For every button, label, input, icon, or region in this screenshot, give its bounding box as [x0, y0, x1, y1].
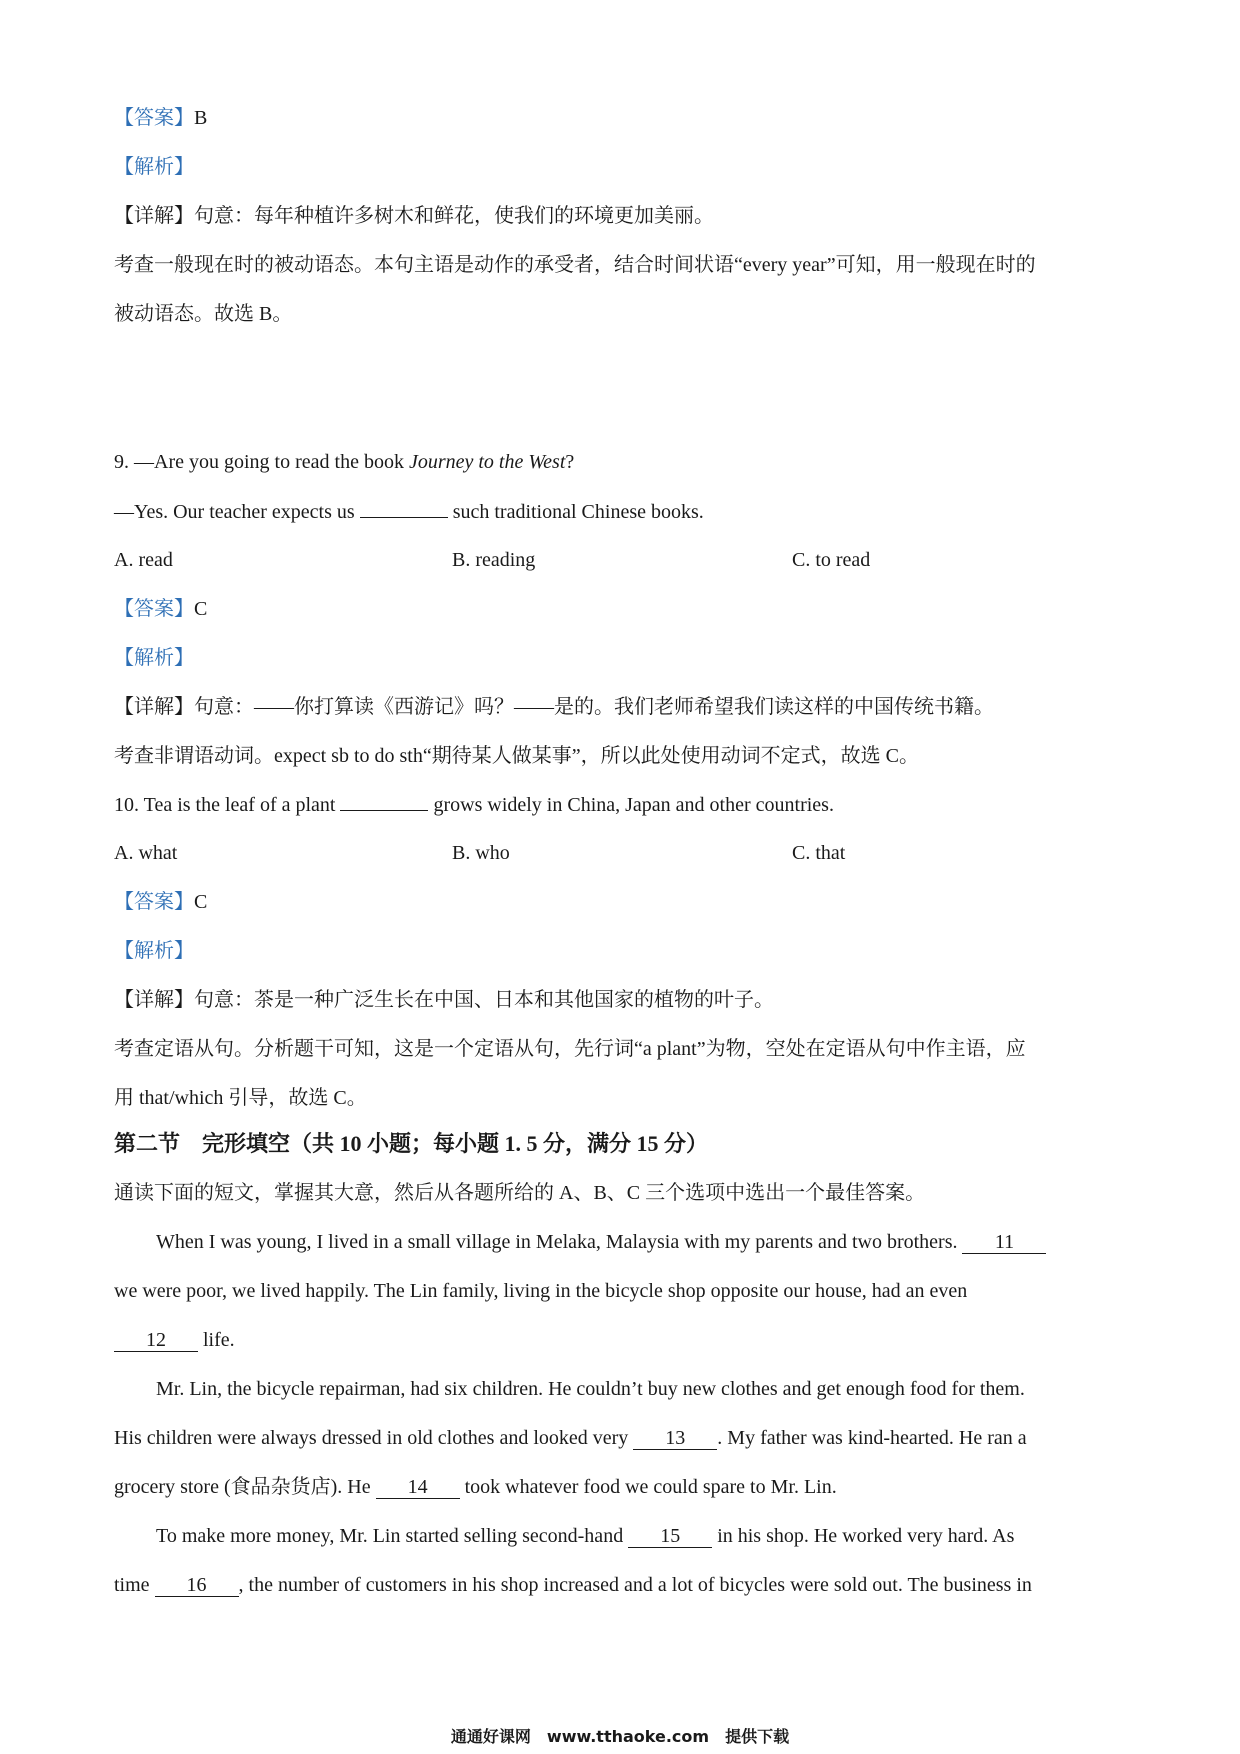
passage-text: . My father was kind-hearted. He ran a: [717, 1427, 1027, 1449]
passage-text: time: [114, 1574, 155, 1596]
q9-line2-suffix: such traditional Chinese books.: [447, 501, 704, 523]
q8-detail: 句意：每年种植许多树木和鲜花，使我们的环境更加美丽。: [194, 205, 714, 227]
q9-line2: [114, 497, 704, 526]
passage-text: took whatever food we could spare to Mr. Lin.: [459, 1476, 837, 1498]
q10-option-b: B. who: [452, 842, 510, 864]
q9-answer-line: [114, 595, 207, 623]
q9-book-title: Journey to the West: [408, 451, 566, 473]
passage-p1-line3: [114, 1326, 235, 1354]
q10-stem-prefix: 10. Tea is the leaf of a plant: [114, 794, 341, 816]
answer-label: 【答案】: [114, 891, 194, 913]
passage-text: grocery store (食品杂货店). He: [114, 1476, 376, 1498]
passage-text: His children were always dressed in old clothes and looked very: [114, 1427, 634, 1449]
q9-blank: [360, 497, 448, 518]
passage-p3-line1: [156, 1522, 1014, 1550]
q10-answer: C: [194, 891, 208, 913]
q8-detail-line: [114, 202, 714, 230]
q9-option-c: C. to read: [792, 549, 871, 571]
passage-p1-line1: [156, 1228, 1046, 1256]
q9-line2-prefix: —Yes. Our teacher expects us: [114, 501, 360, 523]
answer-label: 【答案】: [114, 598, 194, 620]
q8-answer-line: [114, 104, 207, 132]
q10-analysis-label: 【解析】: [114, 940, 194, 962]
passage-text: When I was young, I lived in a small village in Melaka, Malaysia with my parents and two brothers.: [156, 1231, 963, 1253]
q9-answer: C: [194, 598, 208, 620]
q9-analysis-label: 【解析】: [114, 647, 194, 669]
q9-detail-line: [114, 693, 994, 721]
q10-explain-2: 用 that/which 引导，故选 C。: [114, 1087, 367, 1109]
q9-stem: [114, 448, 574, 476]
q10-explain-1: 考查定语从句。分析题干可知，这是一个定语从句，先行词“a plant”为物，空处在定语从句中作主语，应: [114, 1038, 1026, 1060]
detail-label: 【详解】: [114, 989, 194, 1011]
passage-p2-line2: [114, 1424, 1027, 1452]
passage-text: life.: [198, 1329, 235, 1351]
blank-13: 13: [633, 1427, 717, 1450]
passage-p1-line2: we were poor, we lived happily. The Lin family, living in the bicycle shop opposite our house, had an even: [114, 1280, 968, 1302]
passage-p2-line3: [114, 1473, 837, 1501]
q10-detail: 句意：茶是一种广泛生长在中国、日本和其他国家的植物的叶子。: [194, 989, 774, 1011]
page-footer: 通通好课网 www.tthaoke.com 提供下载: [450, 1727, 790, 1746]
passage-text: To make more money, Mr. Lin started selling second-hand: [156, 1525, 629, 1547]
answer-label: 【答案】: [114, 107, 194, 129]
q9-stem-prefix: 9. —Are you going to read the book: [114, 451, 409, 473]
passage-p2-line1: Mr. Lin, the bicycle repairman, had six children. He couldn’t buy new clothes and get enough food for them.: [156, 1378, 1025, 1400]
blank-14: 14: [376, 1476, 460, 1499]
q10-stem: [114, 790, 834, 819]
q10-option-a: A. what: [114, 842, 178, 864]
q8-analysis-label: 【解析】: [114, 156, 194, 178]
q9-detail: 句意：——你打算读《西游记》吗？——是的。我们老师希望我们读这样的中国传统书籍。: [194, 696, 994, 718]
q9-option-b: B. reading: [452, 549, 536, 571]
passage-text: in his shop. He worked very hard. As: [712, 1525, 1015, 1547]
q8-explain-1: 考查一般现在时的被动语态。本句主语是动作的承受者，结合时间状语“every year”可知，用一般现在时的: [114, 254, 1036, 276]
q9-option-a: A. read: [114, 549, 173, 571]
passage-text: , the number of customers in his shop increased and a lot of bicycles were sold out. The business in: [238, 1574, 1032, 1596]
blank-15: 15: [628, 1525, 712, 1548]
q9-explain: 考查非谓语动词。expect sb to do sth“期待某人做某事”，所以此处使用动词不定式，故选 C。: [114, 745, 919, 767]
q10-blank: [340, 790, 428, 811]
section-instruction: 通读下面的短文，掌握其大意，然后从各题所给的 A、B、C 三个选项中选出一个最佳答案。: [114, 1182, 926, 1204]
blank-12: 12: [114, 1329, 198, 1352]
q10-stem-suffix: grows widely in China, Japan and other countries.: [428, 794, 834, 816]
q8-explain-2: 被动语态。故选 B。: [114, 303, 293, 325]
blank-11: 11: [962, 1231, 1046, 1254]
q10-answer-line: [114, 888, 207, 916]
q10-option-c: C. that: [792, 842, 846, 864]
section-title: 第二节 完形填空（共 10 小题；每小题 1. 5 分，满分 15 分）: [114, 1131, 709, 1156]
q8-answer: B: [194, 107, 208, 129]
q10-detail-line: [114, 986, 774, 1014]
q9-stem-suffix: ?: [565, 451, 575, 473]
blank-16: 16: [155, 1574, 239, 1597]
passage-p3-line2: [114, 1571, 1032, 1599]
detail-label: 【详解】: [114, 696, 194, 718]
detail-label: 【详解】: [114, 205, 194, 227]
